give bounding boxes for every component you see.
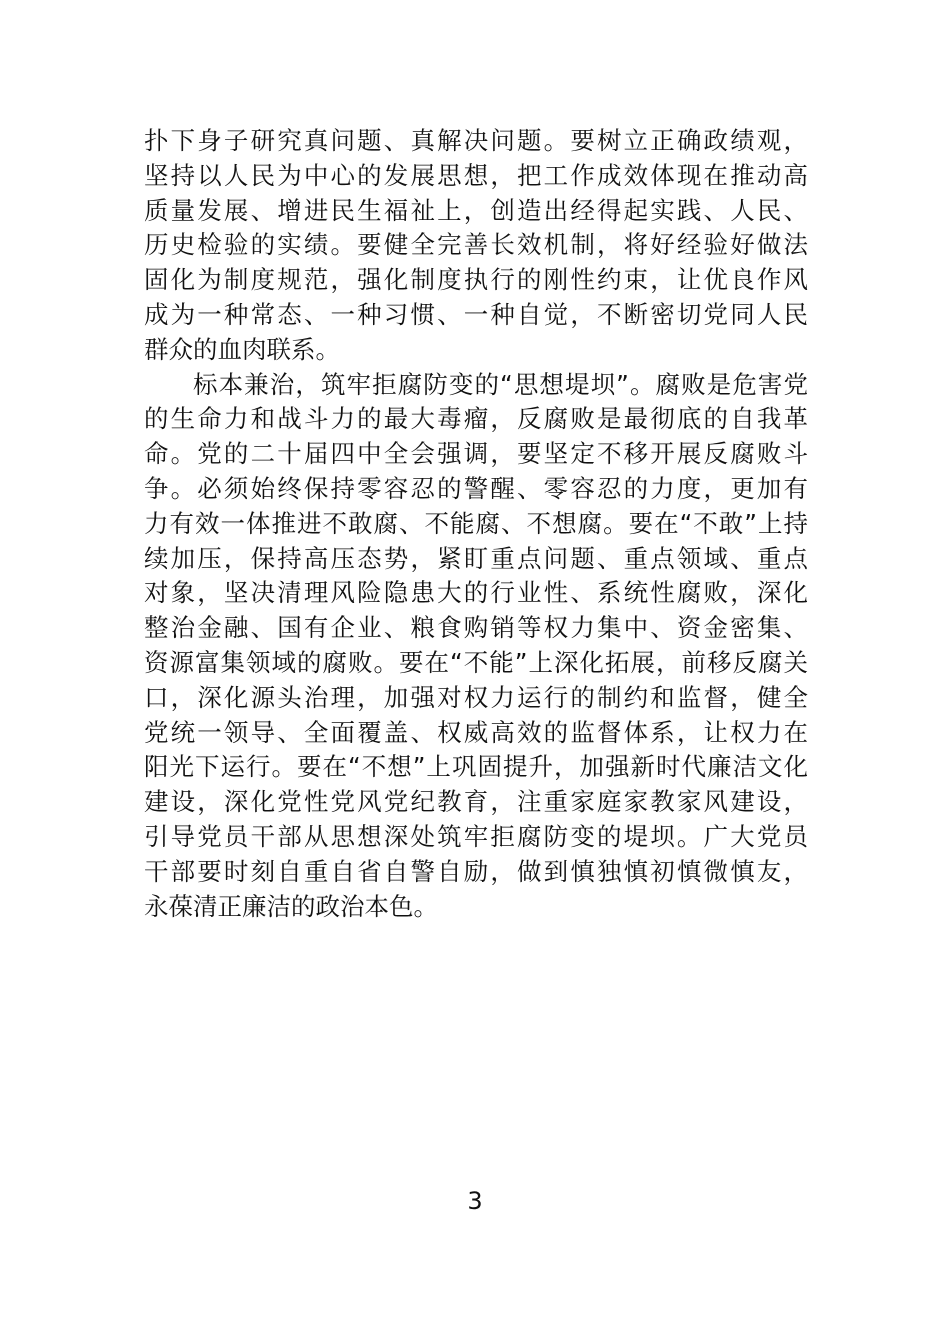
text-line: 口，深化源头治理，加强对权力运行的制约和监督，健全 <box>144 682 808 712</box>
text-line: 历史检验的实绩。要健全完善长效机制，将好经验好做法 <box>144 230 808 260</box>
body-text <box>144 124 808 924</box>
text-line: 标本兼治，筑牢拒腐防变的“思想堤坝”。腐败是危害党 <box>193 369 808 399</box>
text-line: 固化为制度规范，强化制度执行的刚性约束，让优良作风 <box>144 265 808 295</box>
text-line: 阳光下运行。要在“不想”上巩固提升，加强新时代廉洁文化 <box>144 752 808 782</box>
page-number: 3 <box>467 1187 483 1215</box>
text-line: 群众的血肉联系。 <box>144 334 340 364</box>
text-line: 建设，深化党性党风党纪教育，注重家庭家教家风建设， <box>144 787 808 817</box>
text-line: 成为一种常态、一种习惯、一种自觉，不断密切党同人民 <box>144 299 808 329</box>
paragraph-1 <box>144 124 808 368</box>
text-line: 引导党员干部从思想深处筑牢拒腐防变的堤坝。广大党员 <box>144 821 808 851</box>
text-line: 续加压，保持高压态势，紧盯重点问题、重点领域、重点 <box>144 543 808 573</box>
text-line: 扑下身子研究真问题、真解决问题。要树立正确政绩观， <box>144 126 808 155</box>
paragraph-2 <box>144 368 808 925</box>
text-line: 对象，坚决清理风险隐患大的行业性、系统性腐败，深化 <box>144 578 808 608</box>
text-line: 坚持以人民为中心的发展思想，把工作成效体现在推动高 <box>144 160 808 190</box>
text-line: 争。必须始终保持零容忍的警醒、零容忍的力度，更加有 <box>144 473 808 503</box>
text-line: 永葆清正廉洁的政治本色。 <box>144 891 438 921</box>
text-line: 干部要时刻自重自省自警自励，做到慎独慎初慎微慎友， <box>144 856 808 886</box>
text-line: 质量发展、增进民生福祉上，创造出经得起实践、人民、 <box>144 195 808 225</box>
text-line: 资源富集领域的腐败。要在“不能”上深化拓展，前移反腐关 <box>144 647 808 677</box>
text-line: 的生命力和战斗力的最大毒瘤，反腐败是最彻底的自我革 <box>144 404 808 434</box>
text-line: 党统一领导、全面覆盖、权威高效的监督体系，让权力在 <box>144 717 808 747</box>
text-line: 整治金融、国有企业、粮食购销等权力集中、资金密集、 <box>144 613 808 643</box>
text-line: 力有效一体推进不敢腐、不能腐、不想腐。要在“不敢”上持 <box>144 508 808 538</box>
text-line: 命。党的二十届四中全会强调，要坚定不移开展反腐败斗 <box>144 439 808 469</box>
